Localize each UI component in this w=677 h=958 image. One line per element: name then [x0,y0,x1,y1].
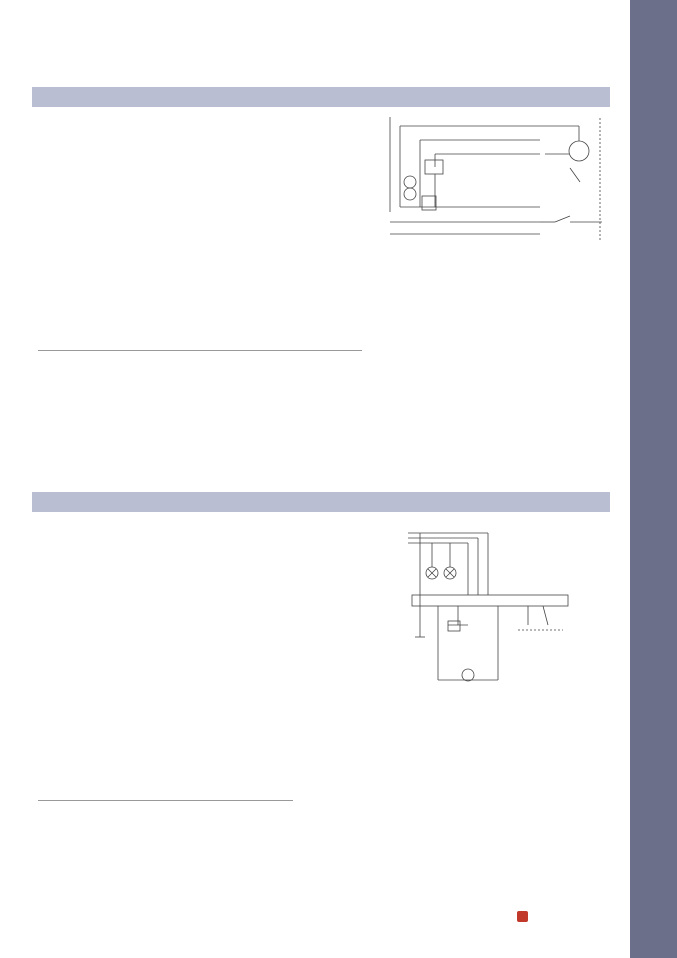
list-row [38,223,68,235]
terminal-list-en [218,523,248,587]
list-row [218,534,248,545]
list-row [210,234,240,246]
list-row [210,117,259,129]
list-row [210,246,240,258]
legend-it [38,211,68,292]
list-row [38,246,68,258]
list-row [210,269,240,281]
list-row [38,163,90,175]
section-band-1 [32,87,610,107]
list-row [218,617,248,628]
list-row [218,523,248,534]
logo-icon [517,911,528,922]
list-row [210,163,259,175]
list-row [218,555,248,566]
list-row [210,129,259,141]
legend-en [210,211,240,292]
list-row [42,553,72,564]
list-row [38,129,90,141]
list-row [42,605,72,616]
list-row [38,269,68,281]
list-row [38,234,68,246]
side-tab [630,0,677,958]
list-row [38,140,90,152]
list-row [218,565,248,576]
legend-2-it [42,594,72,647]
list-row [42,542,72,553]
list-row [38,152,90,164]
list-row [42,563,72,574]
list-row [210,211,240,223]
list-row [218,544,248,555]
wire-list-en [210,117,259,198]
list-row [218,628,248,639]
list-row [42,574,72,585]
list-row [210,152,259,164]
wire-list-it [38,117,90,198]
list-row [210,257,240,269]
list-row [218,638,248,649]
actuator-table-1 [38,340,362,352]
list-row [218,576,248,587]
list-row [38,211,68,223]
list-row [38,117,90,129]
list-row [42,615,72,626]
actuator-table-2 [38,790,293,802]
footer [505,911,532,922]
list-row [42,626,72,637]
terminal-list-it [42,521,72,585]
list-row [210,281,240,293]
wiring-diagram-1 [370,112,610,247]
list-row [38,257,68,269]
list-row [38,175,90,187]
list-row [42,521,72,532]
list-row [38,187,90,199]
list-row [218,607,248,618]
list-row [210,140,259,152]
list-row [218,596,248,607]
section-band-2 [32,492,610,512]
legend-2-en [218,596,248,649]
list-row [42,532,72,543]
list-row [38,281,68,293]
list-row [210,187,259,199]
list-row [210,175,259,187]
list-row [42,636,72,647]
wiring-diagram-2 [398,525,573,690]
list-row [210,223,240,235]
list-row [42,594,72,605]
